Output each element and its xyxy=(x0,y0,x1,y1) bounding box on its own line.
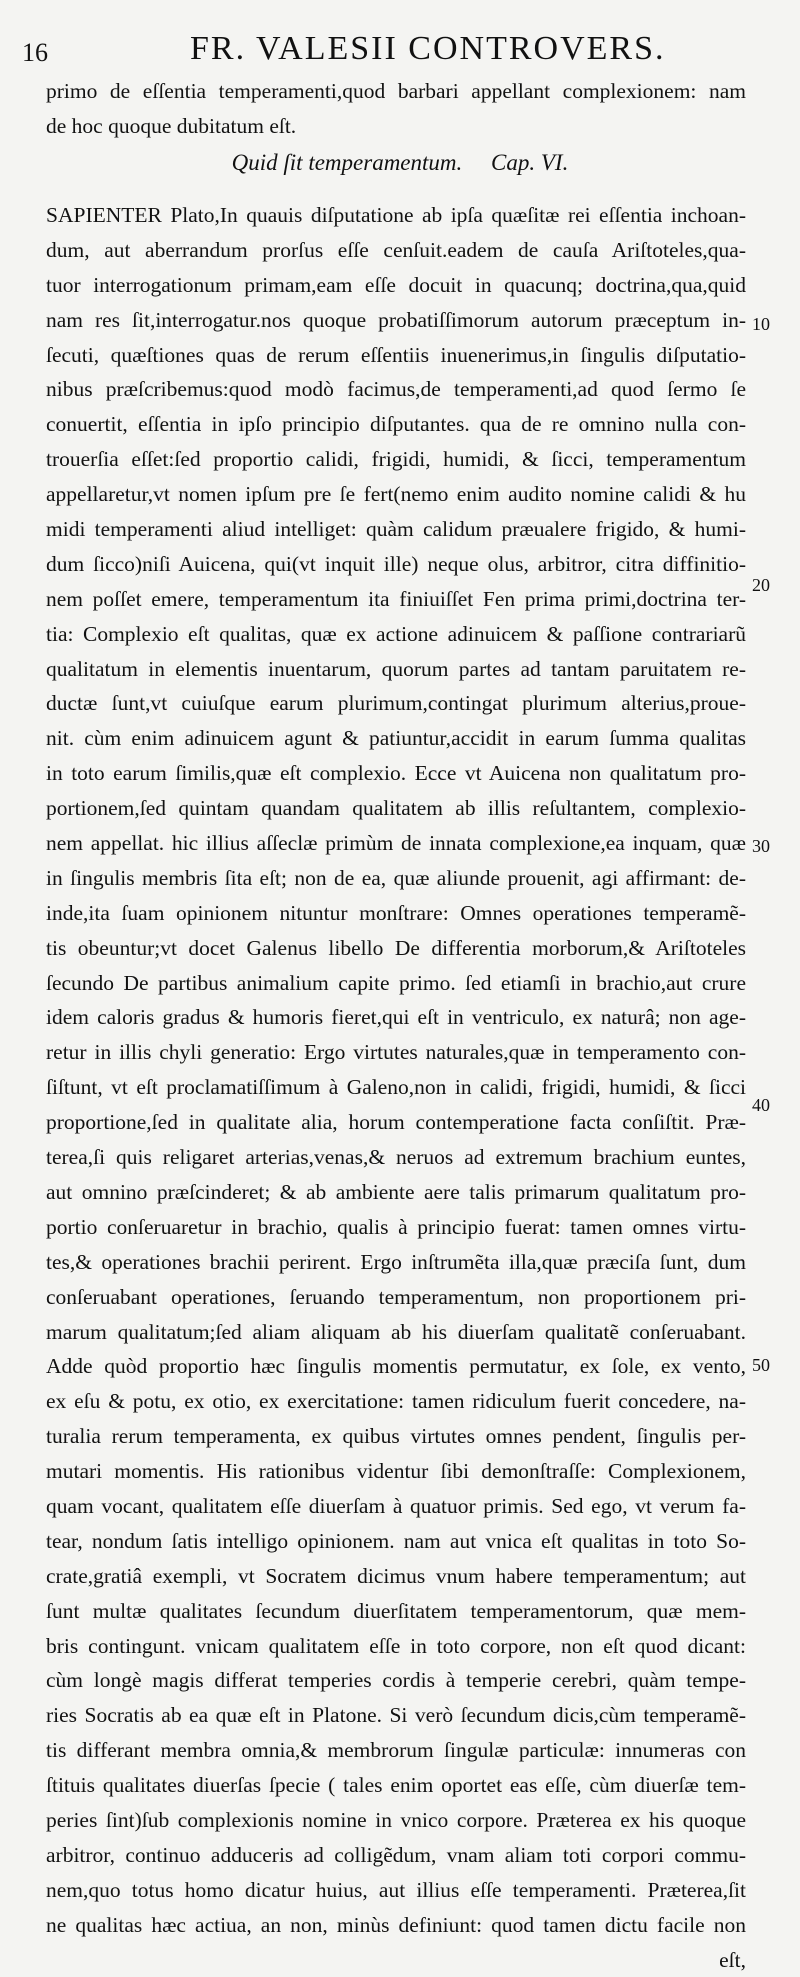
text-line: nem,quo totus homo dicatur huius, aut illius eſſe temperamenti. Præterea,ſit xyxy=(46,1877,746,1902)
text-line: in toto earum ſimilis,quæ eſt complexio. Ecce vt Auicena non qualitatum pro- xyxy=(46,761,746,786)
text-line: nibus præſcribemus:quod modò facimus,de temperamenti,ad quod ſermo ſe xyxy=(46,377,746,402)
text-line: primo de eſſentia temperamenti,quod barbari appellant complexionem: nam xyxy=(46,79,746,103)
text-line: quam vocant, qualitatem eſſe diuerſam à quatuor primis. Sed ego, vt verum fa- xyxy=(46,1493,746,1518)
chapter-number: Cap. VI. xyxy=(491,150,569,175)
page-number: 16 xyxy=(22,38,48,67)
text-line: marum qualitatum;ſed aliam aliquam ab his diuerſam qualitatẽ conſeruabant. xyxy=(46,1319,746,1344)
intro-text xyxy=(46,74,746,144)
text-line: ſiſtunt, vt eſt proclamatiſſimum à Galeno,non in calidi, frigidi, humidi, & ſicci xyxy=(46,1075,746,1100)
text-line: tuor interrogationum primam,eam eſſe docuit in quacunq; doctrina,qua,quid xyxy=(46,272,746,297)
body-text xyxy=(46,198,746,1977)
text-line: conſeruabant operationes, ſeruando temperamentum, non proportionem pri- xyxy=(46,1284,746,1309)
text-line: qualitatum in elementis inuentarum, quorum partes ad tantam paruitatem re- xyxy=(46,656,746,681)
margin-line-number: 30 xyxy=(752,836,770,856)
text-line: ſecundo De partibus animalium capite primo. ſed etiamſi in brachio,aut crure xyxy=(46,970,746,995)
text-line: ſtituis qualitates diuerſas ſpecie ( tales enim oportet eas eſſe, cùm diuerſæ tem- xyxy=(46,1773,746,1798)
text-line: crate,gratiâ exempli, vt Socratem dicimus vnum habere temperamentum; aut xyxy=(46,1563,746,1588)
margin-line-number: 10 xyxy=(752,314,770,334)
text-line: tear, nondum ſatis intelligo opinionem. nam aut vnica eſt qualitas in toto So- xyxy=(46,1528,746,1553)
chapter-heading xyxy=(0,150,800,176)
text-line: cùm longè magis differat temperies cordis à temperie cerebri, quàm tempe- xyxy=(46,1668,746,1693)
text-line: dum, aut aberrandum prorſus eſſe cenſuit.eadem de cauſa Ariſtoteles,qua- xyxy=(46,237,746,262)
text-line: SAPIENTER Plato,In quauis diſputatione ab ipſa quæſitæ rei eſſentia inchoan- xyxy=(46,203,746,227)
text-line: trouerſia eſſet:ſed proportio calidi, frigidi, humidi, & ſicci, temperamentum xyxy=(46,447,746,472)
text-line: eſt, xyxy=(719,1947,746,1972)
text-line: tis obeuntur;vt docet Galenus libello De differentia morborum,& Ariſtoteles xyxy=(46,935,746,960)
text-line: peries ſint)ſub complexionis nomine in vnico corpore. Præterea ex his quoque xyxy=(46,1807,746,1832)
text-line: nem appellat. hic illius aſſeclæ primùm de innata complexione,ea inquam, quæ xyxy=(46,831,746,856)
text-line: tes,& operationes brachii perirent. Ergo inſtrumẽta illa,quæ præciſa ſunt, dum xyxy=(46,1249,746,1274)
text-line: turalia rerum temperamenta, ex quibus virtutes omnes pendent, ſingulis per- xyxy=(46,1424,746,1449)
text-line: tia: Complexio eſt qualitas, quæ ex actione adinuicem & paſſione contrariarũ xyxy=(46,621,746,646)
text-line: bris contingunt. vnicam qualitatem eſſe in toto corpore, non eſt quod dicant: xyxy=(46,1633,746,1658)
text-line: proportione,ſed in qualitate alia, horum contemperatione facta conſiſtit. Præ- xyxy=(46,1110,746,1135)
text-line: ex eſu & potu, ex otio, ex exercitatione: tamen ridiculum fuerit concedere, na- xyxy=(46,1389,746,1414)
text-line: ſunt multæ qualitates ſecundum diuerſitatem temperamentorum, quæ mem- xyxy=(46,1598,746,1623)
text-line: nam res ſit,interrogatur.nos quoque probatiſſimorum autorum præceptum in- xyxy=(46,307,746,332)
text-line: terea,ſi quis religaret arterias,venas,& neruos ad extremum brachium euntes, xyxy=(46,1145,746,1170)
text-line: dum ſicco)niſi Auicena, qui(vt inquit ille) neque olus, arbitror, citra diffinitio- xyxy=(46,551,746,576)
text-line: ne qualitas hæc actiua, an non, minùs definiunt: quod tamen dictu facile non xyxy=(46,1912,746,1937)
text-line: in ſingulis membris ſita eſt; non de ea, quæ aliunde prouenit, agi affirmant: de- xyxy=(46,865,746,890)
text-line: Adde quòd proportio hæc ſingulis momentis permutatur, ex ſole, ex vento, xyxy=(46,1354,746,1379)
margin-line-number: 40 xyxy=(752,1095,770,1115)
text-line: ſecuti, quæſtiones quas de rerum eſſentiis inuenerimus,in ſingulis diſputatio- xyxy=(46,342,746,367)
text-line: ries Socratis ab ea quæ eſt in Platone. Si verò ſecundum dicis,cùm temperamẽ- xyxy=(46,1703,746,1728)
text-line: nit. cùm enim adinuicem agunt & patiuntur,accidit in earum ſumma qualitas xyxy=(46,726,746,751)
text-line: idem caloris gradus & humoris fieret,qui eſt in ventriculo, ex naturâ; non age- xyxy=(46,1005,746,1030)
text-line: aut omnino præſcinderet; & ab ambiente aere talis primarum qualitatum pro- xyxy=(46,1179,746,1204)
text-line: nem poſſet emere, temperamentum ita finiuiſſet Fen prima primi,doctrina ter- xyxy=(46,586,746,611)
text-line: portio conſeruaretur in brachio, qualis à principio fuerat: tamen omnes virtu- xyxy=(46,1214,746,1239)
margin-line-number: 20 xyxy=(752,575,770,595)
text-line: arbitror, continuo adduceris ad colligẽdum, vnam aliam toti corpori commu- xyxy=(46,1842,746,1867)
text-line: midi temperamenti aliud intelliget: quàm calidum præualere frigido, & humi- xyxy=(46,517,746,542)
text-line: ductæ ſunt,vt cuiuſque earum plurimum,contingat plurimum alterius,proue- xyxy=(46,691,746,716)
text-line: conuertit, eſſentia in ipſo principio diſputantes. qua de re omnino nulla con- xyxy=(46,412,746,437)
text-line: retur in illis chyli generatio: Ergo virtutes naturales,quæ in temperamento con- xyxy=(46,1040,746,1065)
text-line: inde,ita ſuam opinionem nituntur monſtrare: Omnes operationes temperamẽ- xyxy=(46,900,746,925)
text-line: appellaretur,vt nomen ipſum pre ſe fert(nemo enim audito nomine calidi & hu xyxy=(46,482,746,507)
chapter-title: Quid ſit temperamentum. xyxy=(231,150,463,175)
text-line: mutari momentis. His rationibus videntur ſibi demonſtraſſe: Complexionem, xyxy=(46,1459,746,1484)
running-title: FR. VALESII CONTROVERS. xyxy=(190,30,666,67)
text-line: tis differant membra omnia,& membrorum ſingulæ particulæ: innumeras con xyxy=(46,1738,746,1763)
text-line: portionem,ſed quintam quandam qualitatem ab illis reſultantem, complexio- xyxy=(46,796,746,821)
text-line: de hoc quoque dubitatum eſt. xyxy=(46,113,297,138)
margin-line-number: 50 xyxy=(752,1355,770,1375)
page-header xyxy=(22,28,762,72)
